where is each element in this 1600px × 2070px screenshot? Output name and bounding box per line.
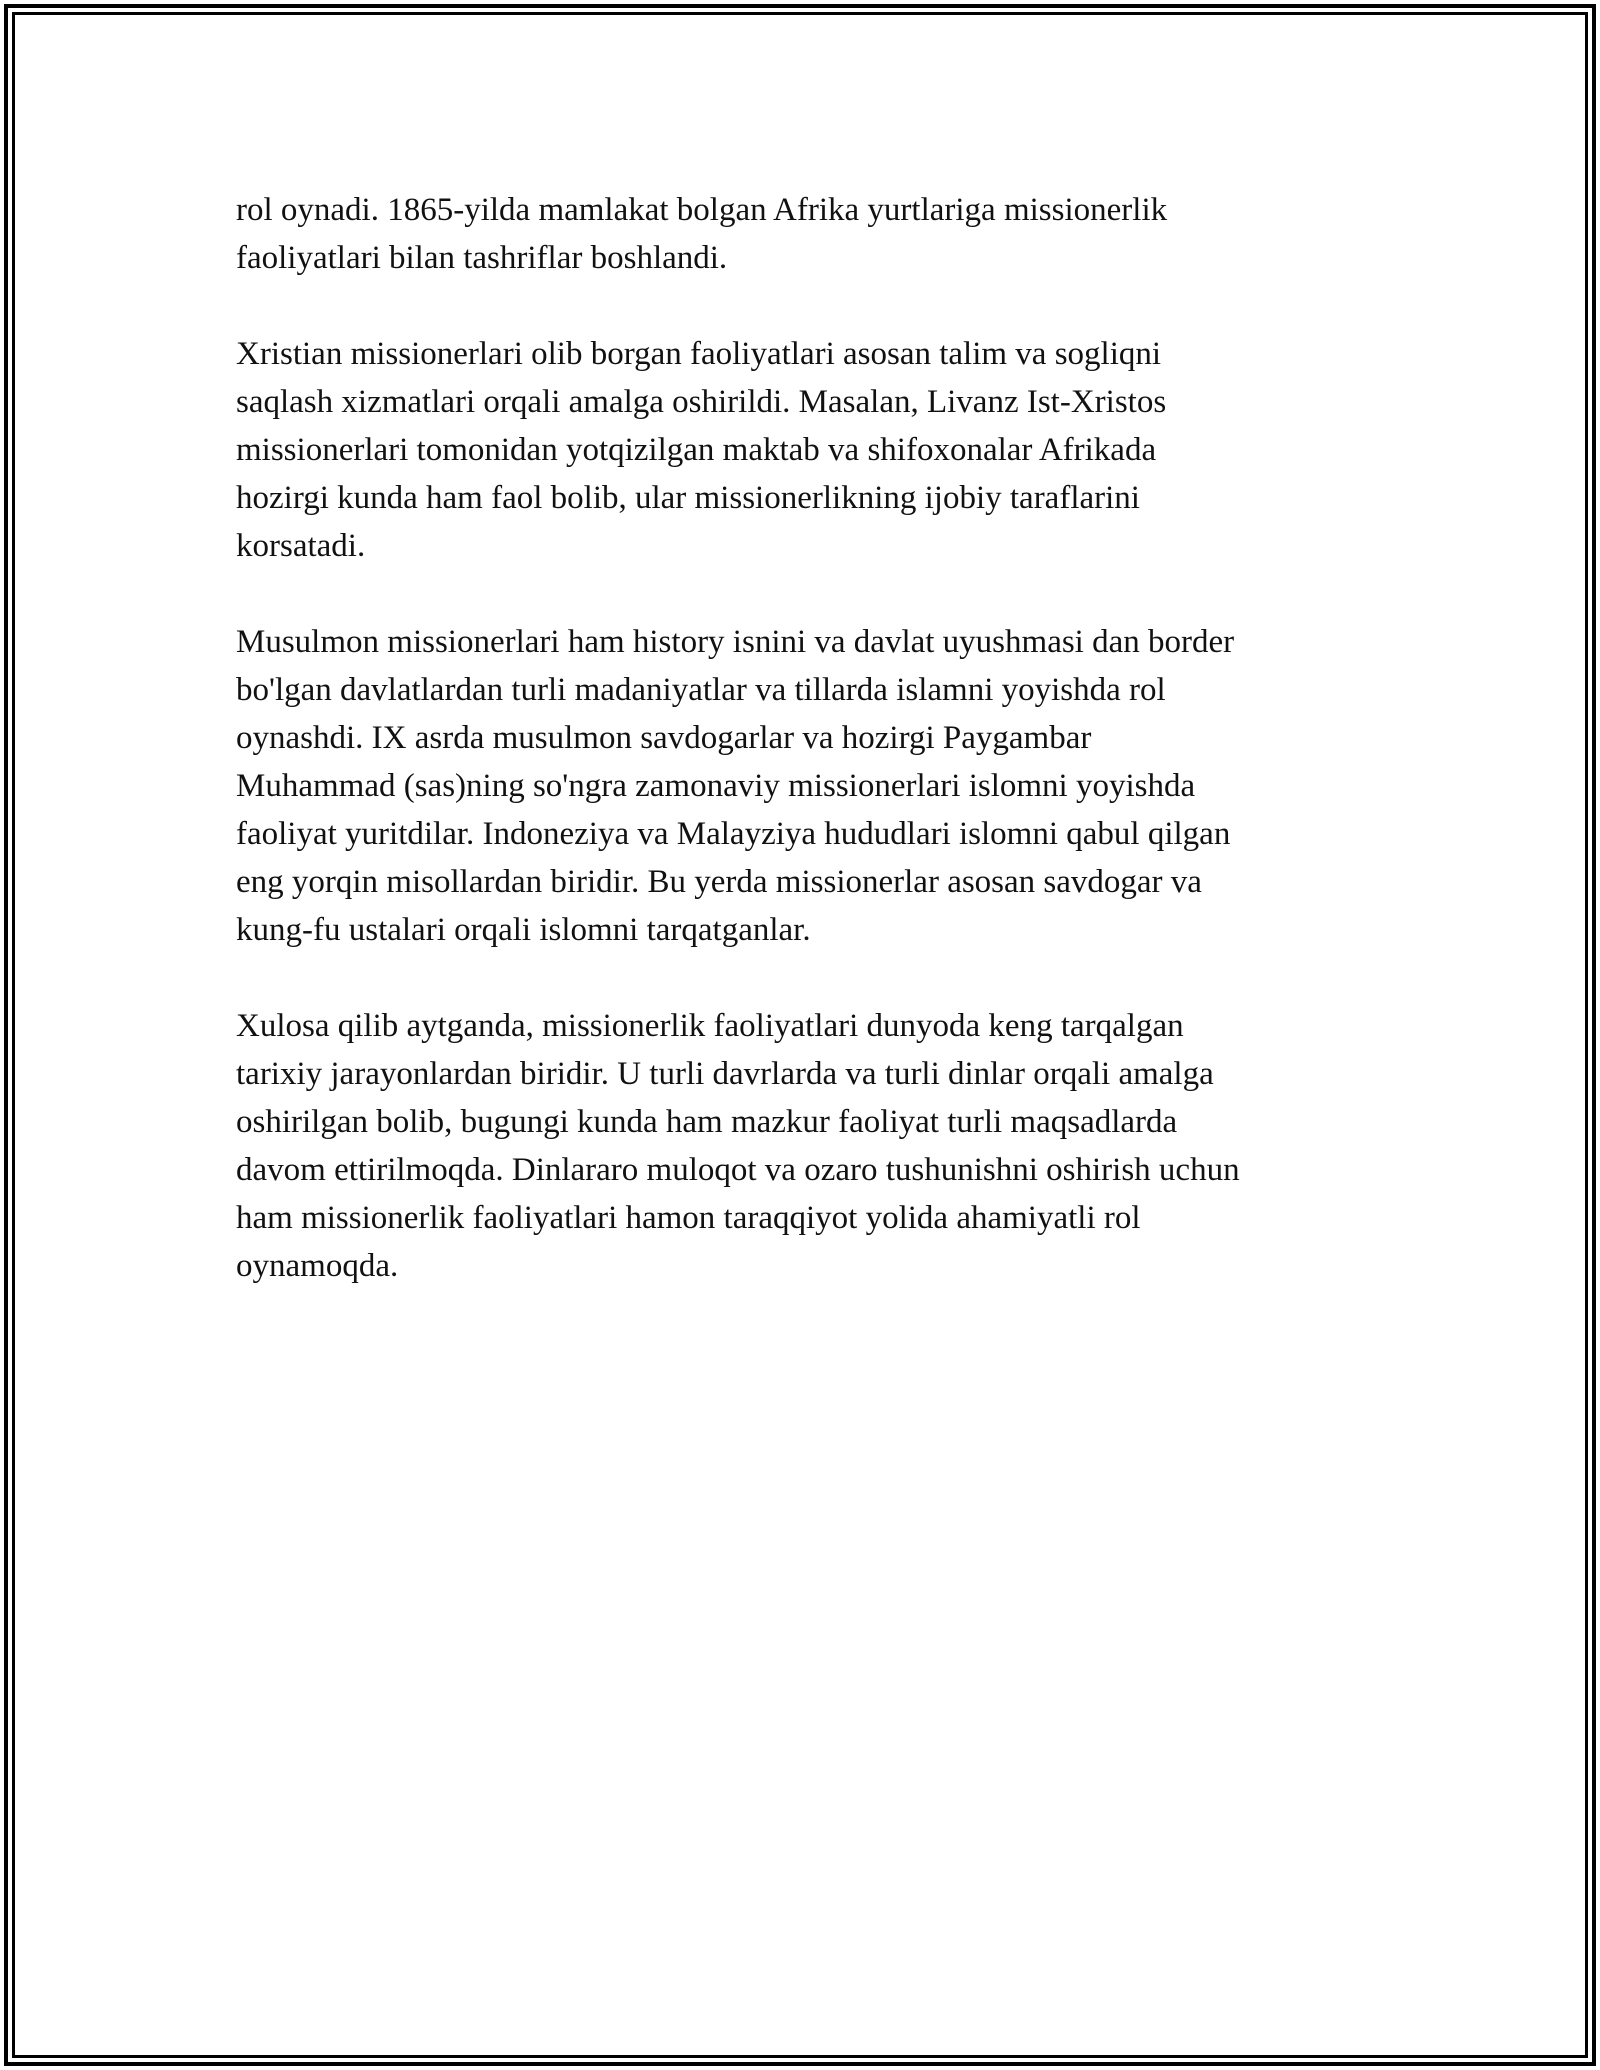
document-body	[236, 186, 1366, 1338]
paragraph-1: rol oynadi. 1865-yilda mamlakat bolgan Afrika yurtlariga missionerlik faoliyatlari bilan tashriflar boshlandi.	[236, 192, 1168, 276]
paragraph-2: Xristian missionerlari olib borgan faoliyatlari asosan talim va sogliqni saqlash xizmatlari orqali amalga oshirildi. Masalan, Livanz Ist-Xristos missionerlari tomonidan yotqizilgan maktab va shifoxonalar Afrikada hozirgi kunda ham faol bolib, ular missionerlikning ijobiy taraflarini korsatadi.	[236, 336, 1167, 564]
paragraph-3: Musulmon missionerlari ham history isnini va davlat uyushmasi dan border bo'lgan davlatlardan turli madaniyatlar va tillarda islamni yoyishda rol oynashdi. IX asrda musulmon savdogarlar va hozirgi Paygambar Muhammad (sas)ning so'ngra zamonaviy missionerlari islomni yoyishda faoliyat yuritdilar. Indoneziya va Malayziya hududlari islomni qabul qilgan eng yorqin misollardan biridir. Bu yerda missionerlar asosan savdogar va kung-fu ustalari orqali islomni tarqatganlar.	[236, 624, 1235, 948]
paragraph-4: Xulosa qilib aytganda, missionerlik faoliyatlari dunyoda keng tarqalgan tarixiy jarayonlardan biridir. U turli davrlarda va turli dinlar orqali amalga oshirilgan bolib, bugungi kunda ham mazkur faoliyat turli maqsadlarda davom ettirilmoqda. Dinlararo muloqot va ozaro tushunishni oshirish uchun ham missionerlik faoliyatlari hamon taraqqiyot yolida ahamiyatli rol oynamoqda.	[236, 1008, 1240, 1284]
